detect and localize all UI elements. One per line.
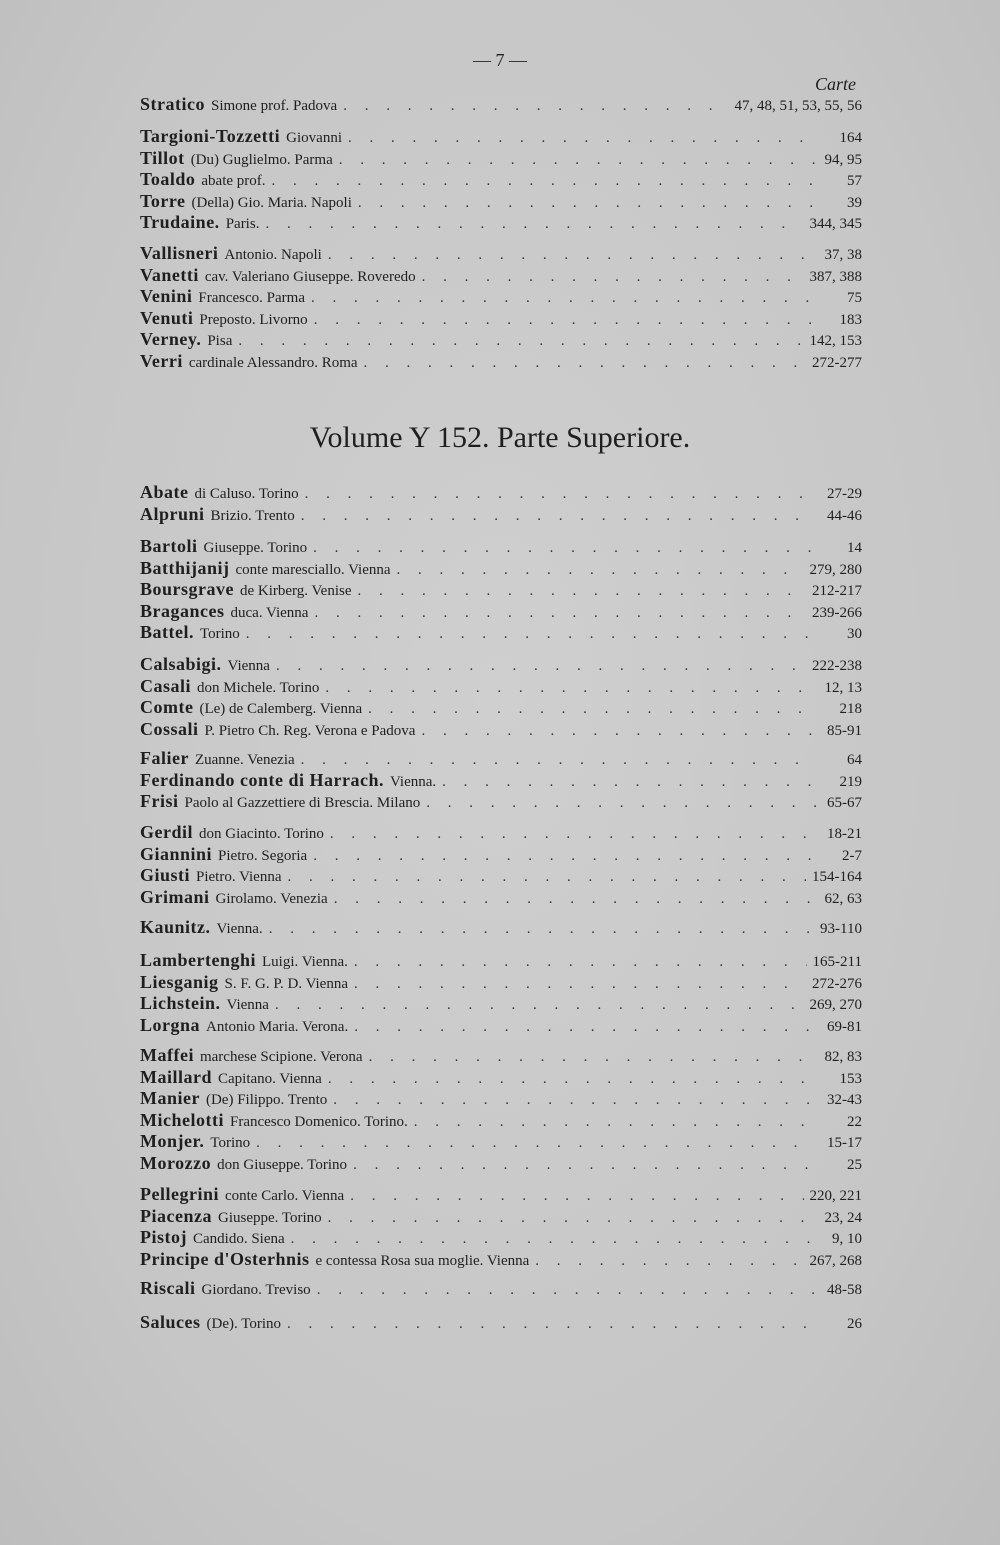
entry-details: cardinale Alessandro. Roma [188, 354, 358, 371]
index-entry [140, 351, 862, 373]
entry-name: Tillot [140, 147, 185, 168]
entry-pages: 153 [839, 1070, 862, 1087]
page-number: — 7 — [473, 50, 527, 70]
entry-name: Vanetti [140, 264, 199, 285]
entry-pages: 239-266 [812, 604, 862, 621]
dot-leader [354, 952, 807, 974]
entry-name: Cossali [140, 718, 199, 739]
entry-details: (Le) de Calemberg. Vienna [199, 701, 363, 717]
entry-pages: 218 [839, 701, 862, 717]
dot-leader [354, 974, 806, 996]
entry-name: Bragances [140, 600, 225, 621]
entry-name: Frisi [140, 791, 179, 811]
entry-name: Vallisneri [140, 243, 219, 263]
entry-details: Giuseppe. Torino [217, 1209, 322, 1226]
entry-name: Piacenza [140, 1205, 212, 1226]
dot-leader [325, 678, 816, 700]
index-entry [140, 482, 862, 504]
entry-details: Capitano. Vienna [218, 1070, 322, 1087]
entry-group [140, 654, 862, 740]
dot-leader [305, 484, 816, 506]
index-entry [140, 972, 862, 994]
entry-pages: 18-21 [827, 826, 862, 842]
entry-group [140, 950, 862, 1036]
dot-leader [358, 581, 806, 603]
entry-group [140, 822, 862, 908]
index-entry [140, 1015, 862, 1037]
dot-leader [333, 1090, 816, 1112]
entry-details: conte Carlo. Vienna [224, 1188, 345, 1204]
dot-leader [328, 245, 816, 267]
entry-details: P. Pietro Ch. Reg. Verona e Padova [204, 722, 416, 739]
index-entry [140, 1249, 862, 1271]
entry-pages: 69-81 [827, 1018, 862, 1035]
index-entry [140, 191, 862, 213]
entry-name: Calsabigi. [140, 654, 222, 674]
entry-name: Ferdinando conte di Harrach. [140, 769, 384, 790]
entry-details: duca. Vienna [230, 604, 309, 621]
entry-pages: 57 [847, 173, 862, 189]
entry-pages: 64 [847, 752, 862, 768]
entry-name: Battel. [140, 622, 194, 642]
entry-pages: 22 [847, 1113, 862, 1130]
dot-leader [422, 267, 804, 289]
entry-name: Riscali [140, 1278, 196, 1298]
index-entry [140, 770, 862, 792]
entry-pages: 32-43 [827, 1092, 862, 1108]
entry-name: Gerdil [140, 822, 193, 842]
entry-details: Zuanne. Venezia [194, 752, 295, 768]
column-label: Carte [814, 74, 856, 94]
dot-leader [535, 1251, 803, 1273]
index-entry [140, 169, 862, 191]
entry-details: Antonio. Napoli [224, 247, 322, 263]
entry-pages: 47, 48, 51, 53, 55, 56 [734, 98, 862, 114]
index-entry [140, 504, 862, 526]
entry-pages: 62, 63 [824, 890, 862, 907]
dot-leader [368, 699, 816, 721]
dot-leader [291, 1229, 816, 1251]
dot-leader [238, 331, 803, 353]
index-entry [140, 654, 862, 676]
entry-pages: 48-58 [827, 1282, 862, 1298]
index-entry [140, 308, 862, 330]
index-entry [140, 748, 862, 770]
entry-details: Pietro. Vienna [196, 869, 282, 885]
entry-name: Giannini [140, 843, 213, 864]
entry-pages: 183 [839, 311, 862, 328]
dot-leader [353, 1155, 816, 1177]
entry-name: Saluces [140, 1312, 201, 1332]
index-entry [140, 1131, 862, 1153]
index-entry [140, 844, 862, 866]
index-entry [140, 601, 862, 623]
index-entry [140, 243, 862, 265]
index-entry [140, 1088, 862, 1110]
entry-name: Targioni-Tozzetti [140, 126, 281, 146]
dot-leader [328, 1208, 816, 1230]
index-entry [140, 286, 862, 308]
dot-leader [276, 656, 806, 678]
dot-leader [288, 867, 807, 889]
entry-details: e contessa Rosa sua moglie. Vienna [315, 1252, 530, 1269]
index-entry [140, 1153, 862, 1175]
entry-details: Francesco Domenico. Torino. [229, 1113, 408, 1130]
index-entry [140, 579, 862, 601]
entry-name: Trudaine. [140, 212, 220, 232]
entry-name: Bartoli [140, 536, 198, 556]
entry-name: Grimani [140, 886, 210, 907]
entry-details: conte maresciallo. Vienna [235, 561, 391, 578]
entry-name: Michelotti [140, 1109, 224, 1130]
entry-pages: 269, 270 [809, 997, 862, 1013]
entry-pages: 94, 95 [824, 151, 862, 168]
entry-group [140, 536, 862, 644]
entry-pages: 26 [847, 1316, 862, 1332]
index-entry [140, 1184, 862, 1206]
entry-pages: 272-276 [812, 975, 862, 992]
dot-leader [314, 310, 816, 332]
index-entry [140, 676, 862, 698]
dot-leader [334, 889, 816, 911]
entry-details: Giordano. Treviso [201, 1282, 311, 1298]
entry-details: Giuseppe. Torino [203, 540, 308, 556]
dot-leader [246, 624, 816, 646]
index-entry [140, 1312, 862, 1334]
entry-pages: 37, 38 [824, 247, 862, 263]
entry-pages: 222-238 [812, 658, 862, 674]
entry-pages: 93-110 [820, 921, 862, 937]
dot-leader [339, 150, 816, 172]
index-entry [140, 719, 862, 741]
dot-leader [313, 538, 816, 560]
entry-name: Venuti [140, 307, 194, 328]
entry-details: Vienna [226, 997, 269, 1013]
dot-leader [287, 1314, 816, 1336]
entry-group [140, 917, 862, 939]
entry-pages: 75 [847, 290, 862, 306]
entry-pages: 65-67 [827, 795, 862, 811]
entry-group [140, 1312, 862, 1334]
entry-details: (Du) Guglielmo. Parma [190, 151, 333, 168]
entry-pages: 344, 345 [809, 216, 862, 232]
entry-name: Boursgrave [140, 579, 234, 599]
dot-leader [301, 750, 816, 772]
entry-details: S. F. G. P. D. Vienna [224, 975, 348, 992]
entry-details: de Kirberg. Venise [240, 583, 352, 599]
entry-details: Francesco. Parma [198, 290, 305, 306]
entry-pages: 212-217 [812, 583, 862, 599]
index-entry [140, 887, 862, 909]
entry-name: Casali [140, 675, 192, 696]
entry-name: Pellegrini [140, 1184, 219, 1204]
dot-leader [330, 824, 816, 846]
entry-details: (De) Filippo. Trento [205, 1092, 328, 1108]
entry-details: don Giuseppe. Torino [217, 1156, 348, 1173]
dot-leader [328, 1069, 816, 1091]
entry-name: Principe d'Osterhnis [140, 1248, 310, 1269]
dot-leader [265, 214, 803, 236]
index-entry [140, 1045, 862, 1067]
entry-name: Torre [140, 190, 186, 211]
entry-pages: 267, 268 [809, 1252, 862, 1269]
index-entry [140, 697, 862, 719]
dot-leader [275, 995, 804, 1017]
dot-leader [442, 772, 816, 794]
entry-group [140, 94, 862, 116]
dot-leader [269, 919, 814, 941]
entry-details: don Michele. Torino [197, 679, 320, 696]
dot-leader [348, 128, 816, 150]
entry-details: abate prof. [201, 173, 266, 189]
entry-details: Antonio Maria. Verona. [206, 1018, 349, 1035]
dot-leader [414, 1112, 816, 1134]
dot-leader [358, 193, 816, 215]
index-entry [140, 1278, 862, 1300]
entry-details: Torino [210, 1135, 251, 1151]
entry-details: Brizio. Trento [210, 507, 295, 524]
index-entry [140, 917, 862, 939]
entry-pages: 219 [839, 773, 862, 790]
entry-details: cav. Valeriano Giuseppe. Roveredo [204, 268, 416, 285]
entry-details: don Giacinto. Torino [199, 826, 324, 842]
entry-details: Candido. Siena [193, 1231, 285, 1247]
dot-leader [354, 1017, 816, 1039]
entry-pages: 44-46 [827, 507, 862, 524]
index-entry [140, 94, 862, 116]
dot-leader [350, 1186, 803, 1208]
entry-group [140, 1184, 862, 1270]
entry-name: Liesganig [140, 971, 219, 992]
entry-pages: 85-91 [827, 722, 862, 739]
entry-group [140, 482, 862, 525]
index-entry [140, 993, 862, 1015]
index-entry [140, 1067, 862, 1089]
index-entry [140, 1227, 862, 1249]
entry-group [140, 748, 862, 813]
entry-name: Verri [140, 350, 183, 371]
dot-leader [426, 793, 816, 815]
dot-leader [301, 506, 816, 528]
entry-name: Lichstein. [140, 993, 221, 1013]
index-entry [140, 1110, 862, 1132]
dot-leader [397, 560, 804, 582]
entry-pages: 154-164 [812, 869, 862, 885]
dot-leader [369, 1047, 816, 1069]
index-entry [140, 622, 862, 644]
index-entry [140, 329, 862, 351]
dot-leader [256, 1133, 816, 1155]
entry-name: Stratico [140, 94, 205, 114]
index-entry [140, 558, 862, 580]
entry-name: Morozzo [140, 1152, 212, 1173]
entry-name: Abate [140, 482, 189, 502]
entry-pages: 30 [847, 626, 862, 642]
entry-name: Alpruni [140, 503, 205, 524]
entry-pages: 272-277 [812, 354, 862, 371]
entry-pages: 279, 280 [809, 561, 862, 578]
index-entry [140, 265, 862, 287]
entry-name: Venini [140, 286, 193, 306]
dot-leader [314, 603, 806, 625]
entry-details: Vienna. [390, 773, 437, 790]
entry-name: Pistoj [140, 1227, 187, 1247]
entry-name: Giusti [140, 865, 191, 885]
entry-pages: 220, 221 [809, 1188, 862, 1204]
entry-details: Pietro. Segoria [218, 847, 308, 864]
entry-pages: 2-7 [842, 847, 862, 864]
entry-name: Lambertenghi [140, 950, 256, 970]
entry-details: Vienna. [216, 921, 263, 937]
entry-pages: 9, 10 [832, 1231, 862, 1247]
entry-details: Girolamo. Venezia [215, 890, 328, 907]
index-entry [140, 212, 862, 234]
entry-group [140, 126, 862, 234]
entry-pages: 23, 24 [824, 1209, 862, 1226]
entry-pages: 39 [847, 194, 862, 211]
index-entry [140, 536, 862, 558]
index-entry [140, 1206, 862, 1228]
dot-leader [364, 353, 806, 375]
dot-leader [343, 96, 728, 118]
entry-details: Paris. [225, 216, 260, 232]
entry-details: Preposto. Livorno [199, 311, 308, 328]
entry-details: Paolo al Gazzettiere di Brescia. Milano [184, 795, 421, 811]
entry-name: Kaunitz. [140, 917, 211, 937]
entry-pages: 12, 13 [824, 679, 862, 696]
entry-name: Monjer. [140, 1131, 205, 1151]
entry-name: Falier [140, 748, 189, 768]
entry-name: Toaldo [140, 169, 196, 189]
entry-name: Verney. [140, 329, 202, 349]
entry-pages: 27-29 [827, 486, 862, 502]
index-entry [140, 865, 862, 887]
entry-pages: 387, 388 [809, 268, 862, 285]
index-entry [140, 822, 862, 844]
entry-details: Simone prof. Padova [210, 98, 338, 114]
entry-details: Pisa [207, 333, 233, 349]
entry-group [140, 243, 862, 372]
entry-pages: 14 [847, 540, 862, 556]
entry-details: di Caluso. Torino [194, 486, 299, 502]
entry-name: Maffei [140, 1045, 194, 1065]
entry-pages: 82, 83 [824, 1049, 862, 1065]
entry-name: Lorgna [140, 1014, 201, 1035]
entry-pages: 142, 153 [809, 333, 862, 349]
entry-details: Torino [199, 626, 240, 642]
volume-title: Volume Y 152. Parte Superiore. [309, 421, 691, 454]
entry-name: Manier [140, 1088, 200, 1108]
entry-name: Maillard [140, 1066, 212, 1087]
index-entry [140, 950, 862, 972]
entry-name: Comte [140, 697, 194, 717]
entry-pages: 165-211 [812, 954, 862, 970]
entry-group [140, 1045, 862, 1174]
index-entry [140, 148, 862, 170]
entry-details: Vienna [227, 658, 270, 674]
entry-details: (De). Torino [206, 1316, 282, 1332]
entry-pages: 25 [847, 1156, 862, 1173]
index-entry [140, 791, 862, 813]
entry-pages: 15-17 [827, 1135, 862, 1151]
dot-leader [311, 288, 816, 310]
entry-details: (Della) Gio. Maria. Napoli [191, 194, 352, 211]
dot-leader [421, 721, 816, 743]
dot-leader [313, 846, 816, 868]
entry-group [140, 1278, 862, 1300]
entry-name: Batthijanij [140, 557, 230, 578]
dot-leader [317, 1280, 816, 1302]
entry-details: marchese Scipione. Verona [199, 1049, 363, 1065]
entry-details: Giovanni [286, 130, 342, 146]
entry-pages: 164 [839, 130, 862, 146]
dot-leader [272, 171, 816, 193]
entry-details: Luigi. Vienna. [262, 954, 348, 970]
index-entry [140, 126, 862, 148]
